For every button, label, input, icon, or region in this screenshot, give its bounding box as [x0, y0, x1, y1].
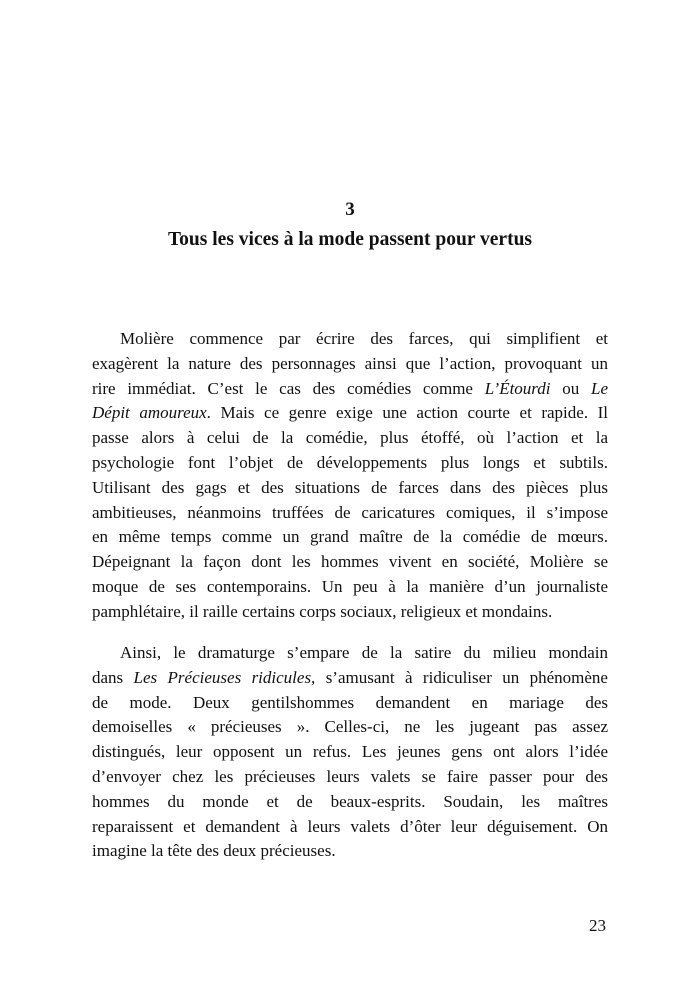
text-line [92, 525, 608, 550]
text-segment: reparaissent et demandent à leurs valets d’ôter leur déguisement. On [92, 816, 608, 836]
text-line [92, 401, 608, 426]
text-line [92, 575, 608, 600]
chapter-title: Tous les vices à la mode passent pour vertus [167, 229, 533, 250]
text-segment: rire immédiat. C’est le cas des comédies comme [92, 378, 485, 398]
text-line [92, 815, 608, 840]
text-segment: ou [550, 378, 591, 398]
text-line [92, 451, 608, 476]
text-segment: demoiselles « précieuses ». Celles-ci, ne les jugeant pas assez [92, 717, 608, 737]
text-segment: psychologie font l’objet de développements plus longs et subtils. [92, 452, 608, 472]
text-segment: en même temps comme un grand maître de la comédie de mœurs. [92, 527, 608, 547]
text-line [92, 327, 608, 352]
text-segment: imagine la tête des deux précieuses. [92, 841, 336, 861]
text-line [92, 839, 608, 864]
text-line [92, 600, 608, 625]
text-segment: . Mais ce genre exige une action courte et rapide. Il [206, 403, 608, 423]
text-segment: hommes du monde et de beaux-esprits. Soudain, les maîtres [92, 791, 608, 811]
text-segment: Utilisant des gags et des situations de farces dans des pièces plus [92, 477, 608, 497]
text-segment: pamphlétaire, il raille certains corps sociaux, religieux et mondains. [92, 601, 553, 621]
text-line [92, 715, 608, 740]
text-line [92, 476, 608, 501]
text-segment: passe alors à celui de la comédie, plus étoffé, où l’action et la [92, 428, 608, 448]
page-number: 23 [589, 916, 606, 935]
text-line [92, 550, 608, 575]
paragraph [92, 641, 608, 864]
text-line [92, 641, 608, 666]
text-line [92, 740, 608, 765]
text-segment: moque de ses contemporains. Un peu à la manière d’un journaliste [92, 576, 608, 596]
text-segment: exagèrent la nature des personnages ainsi que l’action, provoquant un [92, 353, 608, 373]
text-line [92, 691, 608, 716]
text-segment: s’amusant à ridiculiser un phénomène [315, 667, 608, 687]
text-segment: Ainsi, le dramaturge s’empare de la satire du milieu mondain [120, 643, 608, 662]
text-line [92, 352, 608, 377]
text-segment: dans [92, 667, 134, 687]
italic-title-text: Le [591, 378, 608, 398]
text-line [92, 765, 608, 790]
text-line [92, 666, 608, 691]
text-segment: de mode. Deux gentilshommes demandent en mariage des [92, 692, 608, 712]
text-segment: d’envoyer chez les précieuses leurs valets se faire passer pour des [92, 766, 608, 786]
text-segment: Dépeignant la façon dont les hommes vivent en société, Molière se [92, 552, 608, 572]
text-line [92, 426, 608, 451]
paragraph [92, 327, 608, 625]
italic-title-text: Dépit amoureux [92, 403, 207, 423]
italic-title-text: L’Étourdi [484, 378, 551, 398]
chapter-number: 3 [345, 199, 355, 220]
text-line [92, 790, 608, 815]
text-segment: distingués, leur opposent un refus. Les jeunes gens ont alors l’idée [92, 742, 608, 762]
text-line [92, 501, 608, 526]
text-segment: ambitieuses, néanmoins truffées de caricatures comiques, il s’impose [92, 502, 608, 522]
text-line [92, 377, 608, 402]
text-segment: Molière commence par écrire des farces, qui simplifient et [120, 329, 608, 348]
italic-title-text: Les Précieuses ridicules, [133, 667, 316, 687]
